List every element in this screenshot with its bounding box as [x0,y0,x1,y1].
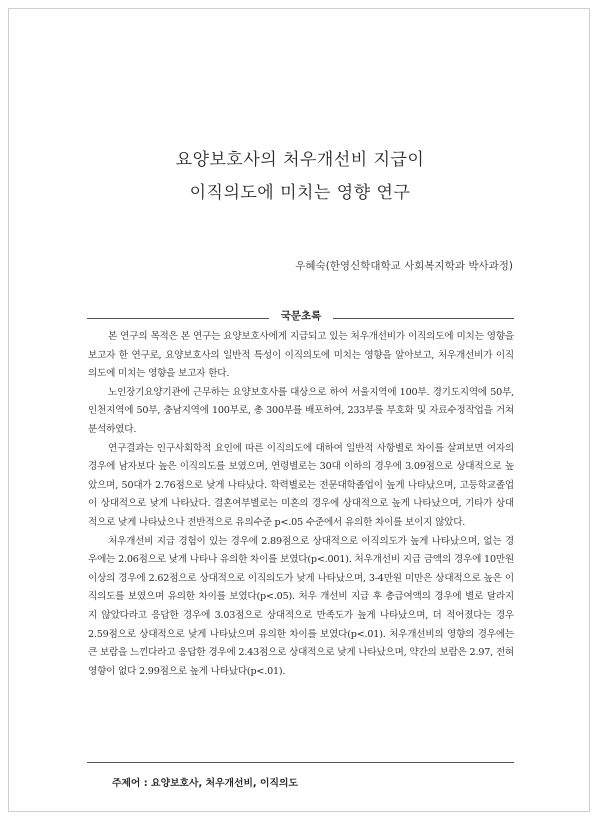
paper-title-line-1: 요양보호사의 처우개선비 지급이 [175,150,425,170]
keywords-label: 주제어 : [112,778,148,789]
abstract-paragraph-3: 연구결과는 인구사회학적 요인에 따른 이직의도에 대하여 일반적 사항별로 차이를 살펴보면 여자의 경우에 남자보다 높은 이직의도를 보였으며, 연령별로는 30대 이하의 경우에 3.09점으로 상대적으로 높았으며, 50대가 2.76점으로 낮게 나타났다. 학력별로는 전문대학졸업이 높게 나타났으며, 고등학교졸업이 상대적으로 낮게 나타났다. 결혼여부별로는 미혼의 경우에 상대적으로 높게 나타났으며, 기타가 상대적으로 낮게 나타났으나 전반적으로 유의수준 p<.05 수준에서 유의한 차이를 보이지 않았다. [88,442,514,528]
abstract-rule-left [87,318,269,319]
abstract-heading: 국문초록 [280,310,322,322]
paper-title-line-2: 이직의도에 미치는 영향 연구 [189,183,411,203]
keywords-values: 요양보호사, 처우개선비, 이직의도 [151,778,298,789]
author-line: 우혜숙(한영신학대학교 사회복지학과 박사과정) [295,260,513,272]
keywords-line [112,775,298,789]
abstract-rule-right [333,318,514,319]
abstract-paragraph-1: 본 연구의 목적은 본 연구는 요양보호사에게 지급되고 있는 처우개선비가 이직의도에 미치는 영향을 보고자 한 연구로, 요양보호사의 일반적 특성이 이직의도에 미치는 영향을 알아보고, 처우개선비가 이직의도에 미치는 영향을 보고자 한다. [88,331,514,380]
abstract-paragraph-4: 처우개선비 지급 경험이 있는 경우에 2.89점으로 상대적으로 이직의도가 높게 나타났으며, 없는 경우에는 2.06점으로 낮게 나타나 유의한 차이를 보였다(p<.001). 처우개선비 지급 금액의 경우에 10만원 이상의 경우에 2.62점으로 상대적으로 이직의도가 낮게 나타났으며, 3-4만원 미만은 상대적으로 높은 이직의도를 보였으며 유의한 차이를 보였다(p<.05). 처우 개선비 지급 후 총급여액의 경우에 별로 달라지지 않았다라고 응답한 경우에 3.03점으로 상대적으로 만족도가 높게 나타났으며, 더 적어졌다는 경우 2.59점으로 상대적으로 낮게 나타났으며 유의한 차이를 보였다(p<.01). 처우개선비의 영향의 경우에는 큰 보람을 느낀다라고 응답한 경우에 2.43점으로 상대적으로 낮게 나타났으며, 약간의 보람은 2.97, 전혀 영향이 없다 2.99점으로 높게 나타났다(p<.01). [88,535,514,677]
abstract-bottom-rule [87,762,514,763]
abstract-paragraph-2: 노인장기요양기관에 근무하는 요양보호사를 대상으로 하여 서울지역에 100부. 경기도지역에 50부, 인천지역에 50부, 충남지역에 100부로, 총 300부를 배포하여, 233부를 부호화 및 자료수정작업을 거쳐 분석하였다. [88,386,514,435]
abstract-body [88,328,514,681]
